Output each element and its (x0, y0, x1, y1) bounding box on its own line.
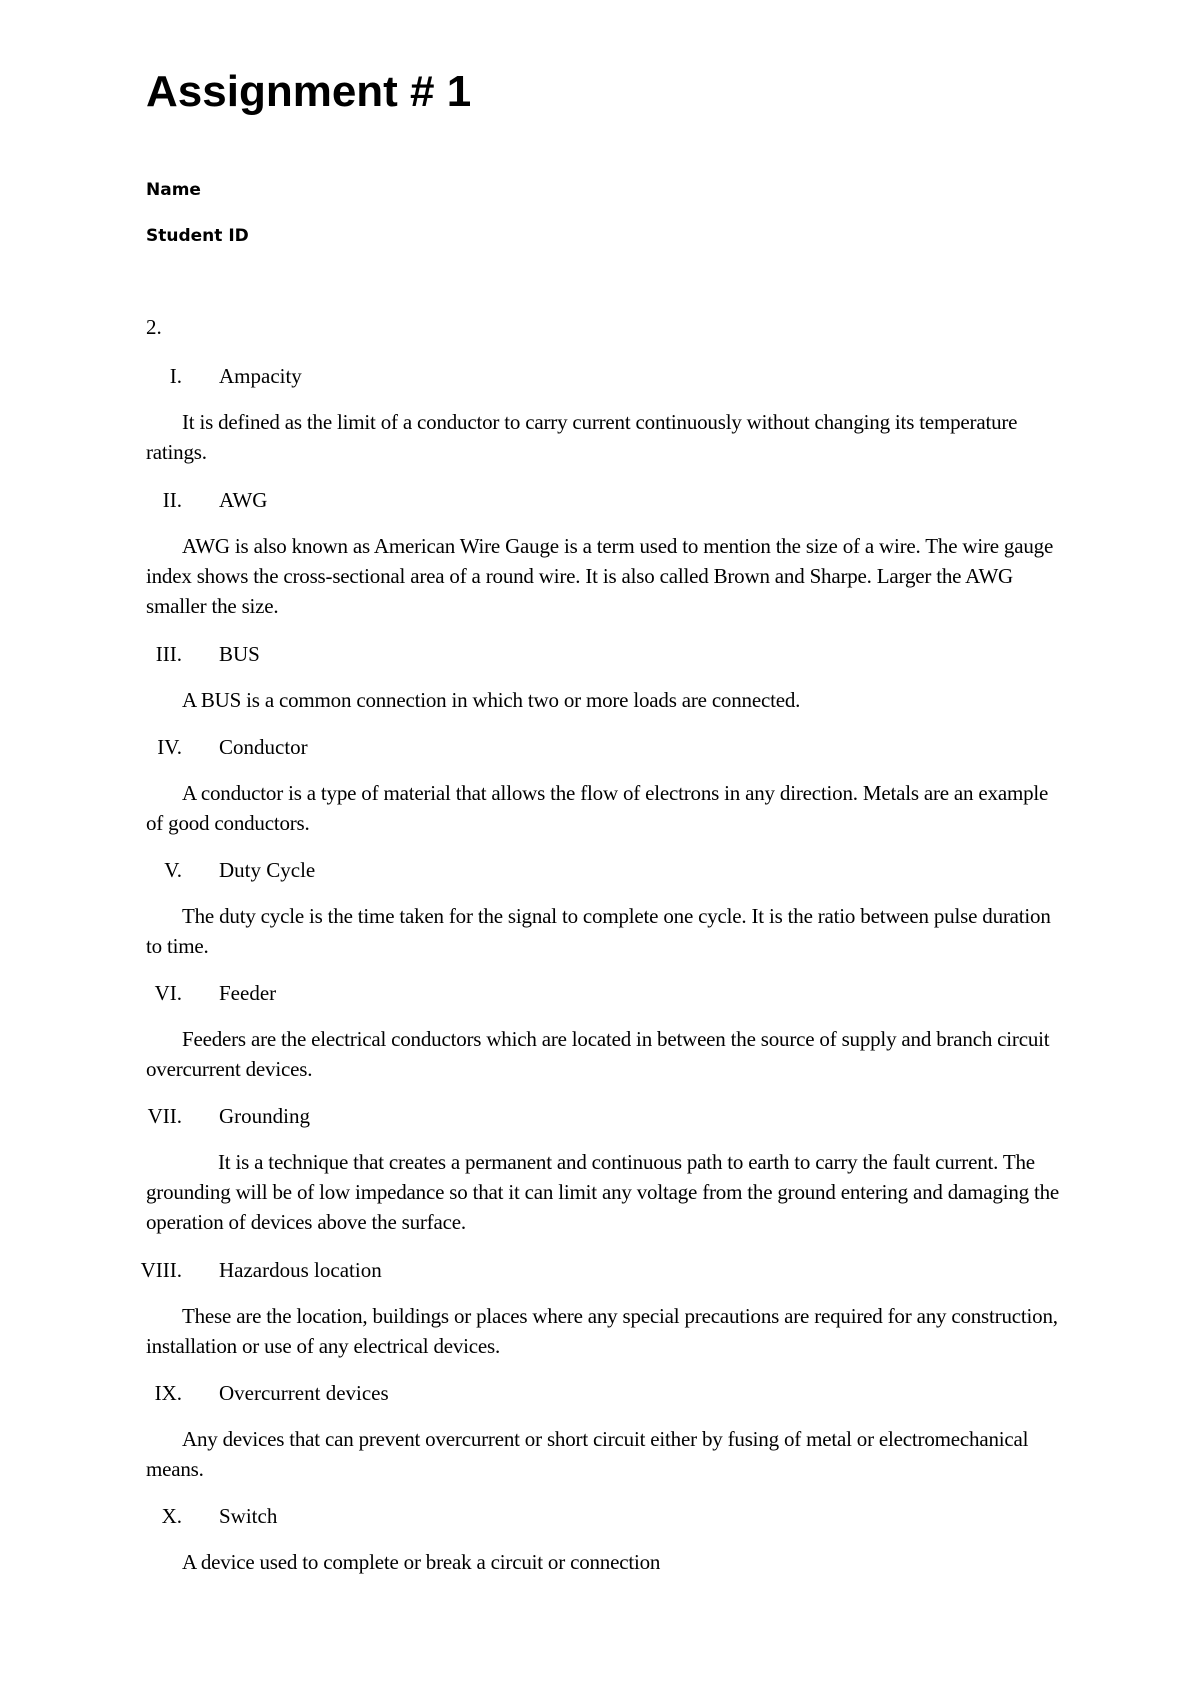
term-numeral: VII. (147, 1104, 182, 1128)
term-numeral: II. (162, 488, 182, 512)
student-id-label: Student ID (146, 226, 249, 246)
term-label: Switch (219, 1504, 278, 1528)
term-numeral: IX. (154, 1381, 182, 1405)
definition-conductor: A conductor is a type of material that allows the flow of electrons in any direction. Metals are an example of good conductors. (146, 781, 1049, 835)
definition-feeder: Feeders are the electrical conductors which are located in between the source of supply and branch circuit overcurrent devices. (146, 1027, 1050, 1081)
term-label: Feeder (219, 981, 277, 1005)
definition-awg: AWG is also known as American Wire Gauge is a term used to mention the size of a wire. The wire gauge index shows the cross-sectional area of a round wire. It is also called Brown and Sharpe. Larger the AWG smaller the size. (146, 534, 1054, 618)
term-numeral: I. (169, 364, 182, 388)
question-number: 2. (146, 315, 162, 339)
definition-hazardous-location: These are the location, buildings or places where any special precautions are required for any construction, installation or use of any electrical devices. (146, 1304, 1058, 1358)
definition-duty-cycle: The duty cycle is the time taken for the signal to complete one cycle. It is the ratio between pulse duration to time. (146, 904, 1051, 958)
term-heading-bus (0, 639, 1200, 669)
name-label: Name (146, 180, 201, 200)
term-heading-feeder (0, 978, 1200, 1008)
term-numeral: VI. (154, 981, 182, 1005)
term-label: Conductor (219, 735, 308, 759)
term-label: Duty Cycle (219, 858, 316, 882)
term-label: Grounding (219, 1104, 310, 1128)
term-heading-switch (0, 1501, 1200, 1531)
page-title: Assignment # 1 (146, 67, 472, 116)
term-heading-awg (0, 485, 1200, 515)
term-label: AWG (219, 488, 268, 512)
term-label: Overcurrent devices (219, 1381, 389, 1405)
term-heading-conductor (0, 732, 1200, 762)
term-label: Ampacity (219, 364, 302, 388)
term-heading-overcurrent-devices (0, 1378, 1200, 1408)
term-numeral: V. (164, 858, 182, 882)
term-numeral: IV. (157, 735, 182, 759)
term-heading-grounding (0, 1101, 1200, 1131)
term-label: Hazardous location (219, 1258, 382, 1282)
definition-overcurrent-devices: Any devices that can prevent overcurrent or short circuit either by fusing of metal or electromechanical means. (146, 1427, 1029, 1481)
definition-switch: A device used to complete or break a circuit or connection (182, 1550, 661, 1574)
term-numeral: X. (161, 1504, 182, 1528)
term-heading-hazardous-location (0, 1255, 1200, 1285)
term-heading-duty-cycle (0, 855, 1200, 885)
term-label: BUS (219, 642, 260, 666)
definition-grounding: It is a technique that creates a permanent and continuous path to earth to carry the fault current. The grounding will be of low impedance so that it can limit any voltage from the ground entering and damaging the operation of devices above the surface. (146, 1150, 1060, 1234)
definition-ampacity: It is defined as the limit of a conductor to carry current continuously without changing its temperature ratings. (146, 410, 1018, 464)
term-numeral: III. (155, 642, 182, 666)
term-heading-ampacity (0, 361, 1200, 391)
definition-bus: A BUS is a common connection in which two or more loads are connected. (182, 688, 801, 712)
term-numeral: VIII. (140, 1258, 182, 1282)
